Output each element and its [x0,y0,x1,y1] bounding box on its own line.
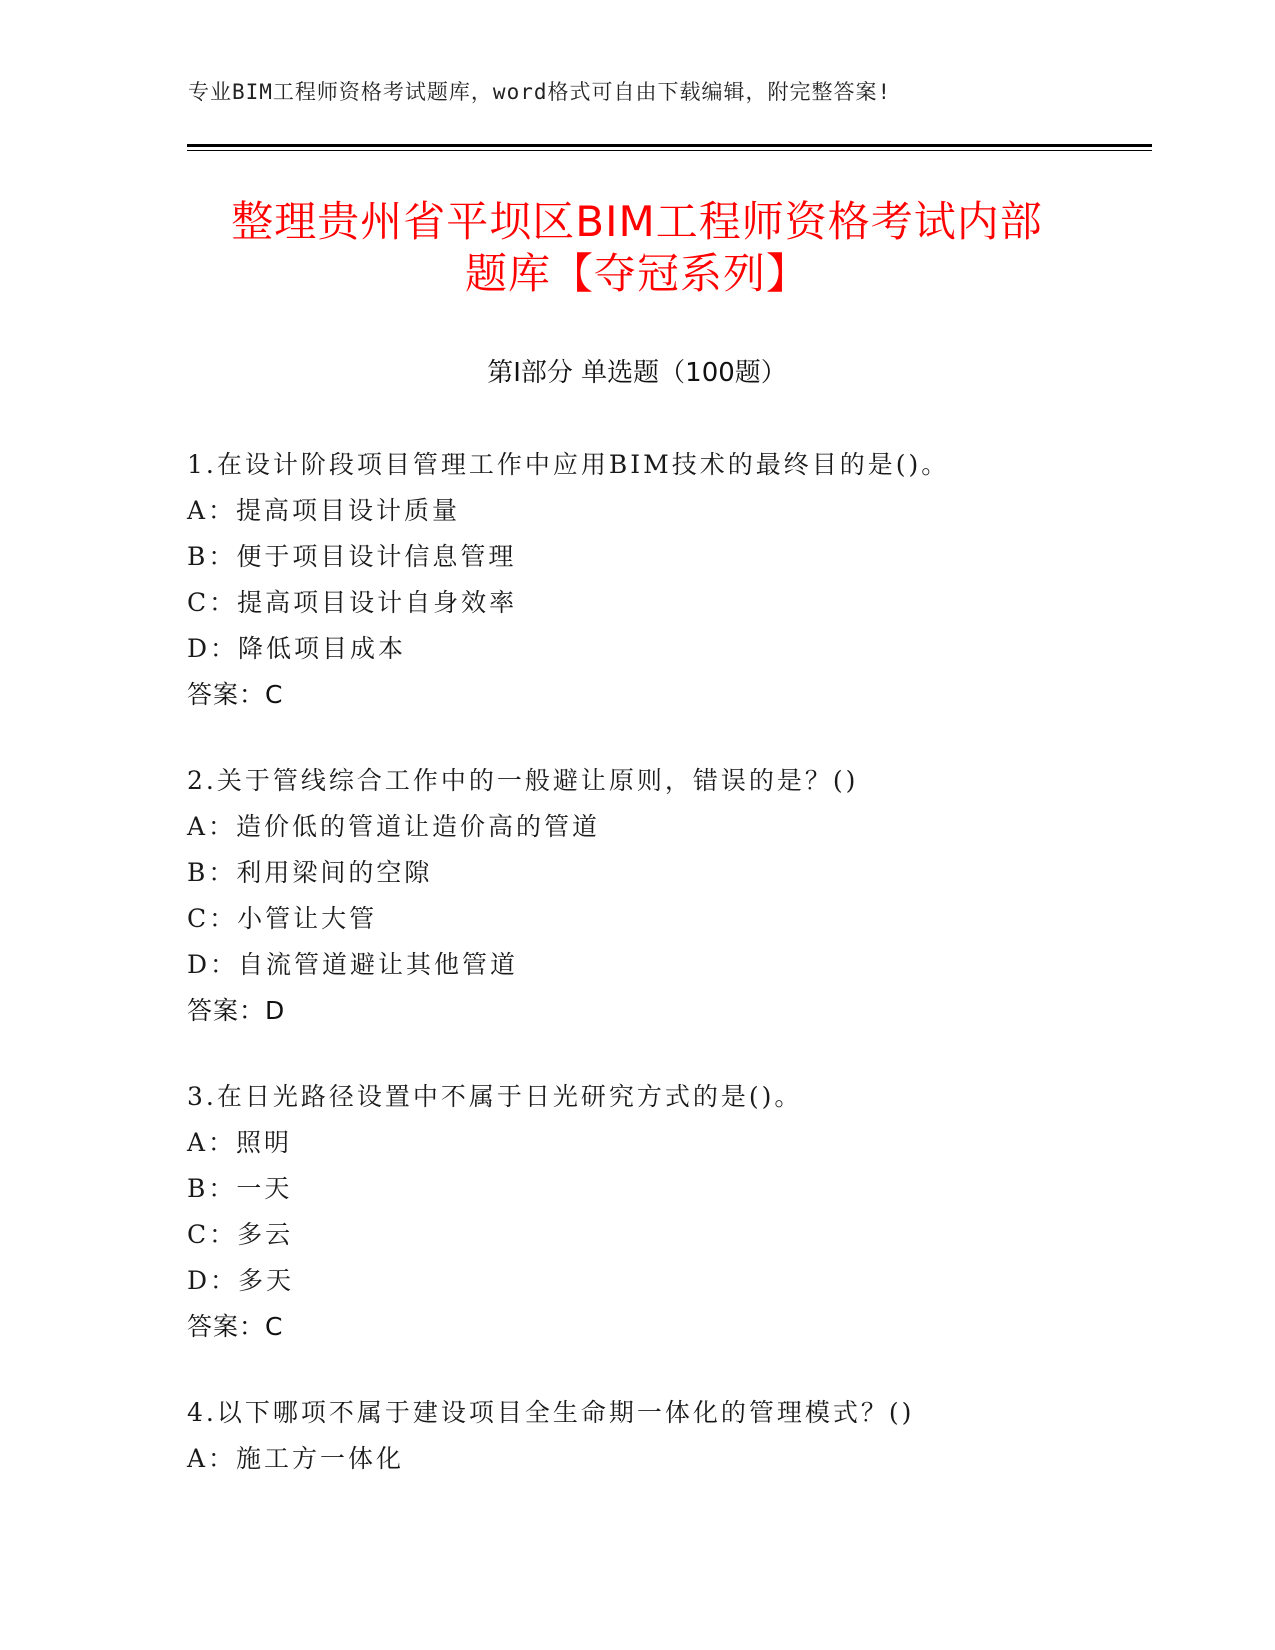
document-title [187,196,1087,300]
document-title-line2: 题库【夺冠系列】 [464,249,809,298]
option-a: A：照明 [187,1128,293,1157]
option-b: B：利用梁间的空隙 [187,858,433,887]
section-title: 第Ⅰ部分 单选题（100题） [487,358,787,388]
question-stem: 1.在设计阶段项目管理工作中应用BIM技术的最终目的是()。 [187,450,950,479]
question-list [187,442,1147,1522]
option-d: D：多天 [187,1266,295,1295]
question-3 [187,1074,1147,1350]
question-stem: 2.关于管线综合工作中的一般避让原则，错误的是？() [187,766,859,795]
option-d: D：自流管道避让其他管道 [187,950,519,979]
answer: 答案：C [187,680,284,709]
option-c: C：小管让大管 [187,904,378,933]
document-title-line1: 整理贵州省平坝区BIM工程师资格考试内部 [231,197,1043,246]
option-b: B：一天 [187,1174,293,1203]
answer: 答案：C [187,1312,284,1341]
header-note: 专业BIM工程师资格考试题库，word格式可自由下载编辑，附完整答案! [188,80,892,104]
header-rule-thick [187,144,1152,147]
question-4 [187,1390,1147,1482]
question-stem: 3.在日光路径设置中不属于日光研究方式的是()。 [187,1082,803,1111]
answer: 答案：D [187,996,286,1025]
option-d: D：降低项目成本 [187,634,407,663]
option-b: B：便于项目设计信息管理 [187,542,517,571]
question-1 [187,442,1147,718]
question-2 [187,758,1147,1034]
question-stem: 4.以下哪项不属于建设项目全生命期一体化的管理模式？() [187,1398,915,1427]
header-rule-thin [187,150,1152,151]
option-a: A：提高项目设计质量 [187,496,461,525]
option-c: C：多云 [187,1220,294,1249]
option-a: A：造价低的管道让造价高的管道 [187,812,601,841]
option-c: C：提高项目设计自身效率 [187,588,518,617]
option-a: A：施工方一体化 [187,1444,405,1473]
